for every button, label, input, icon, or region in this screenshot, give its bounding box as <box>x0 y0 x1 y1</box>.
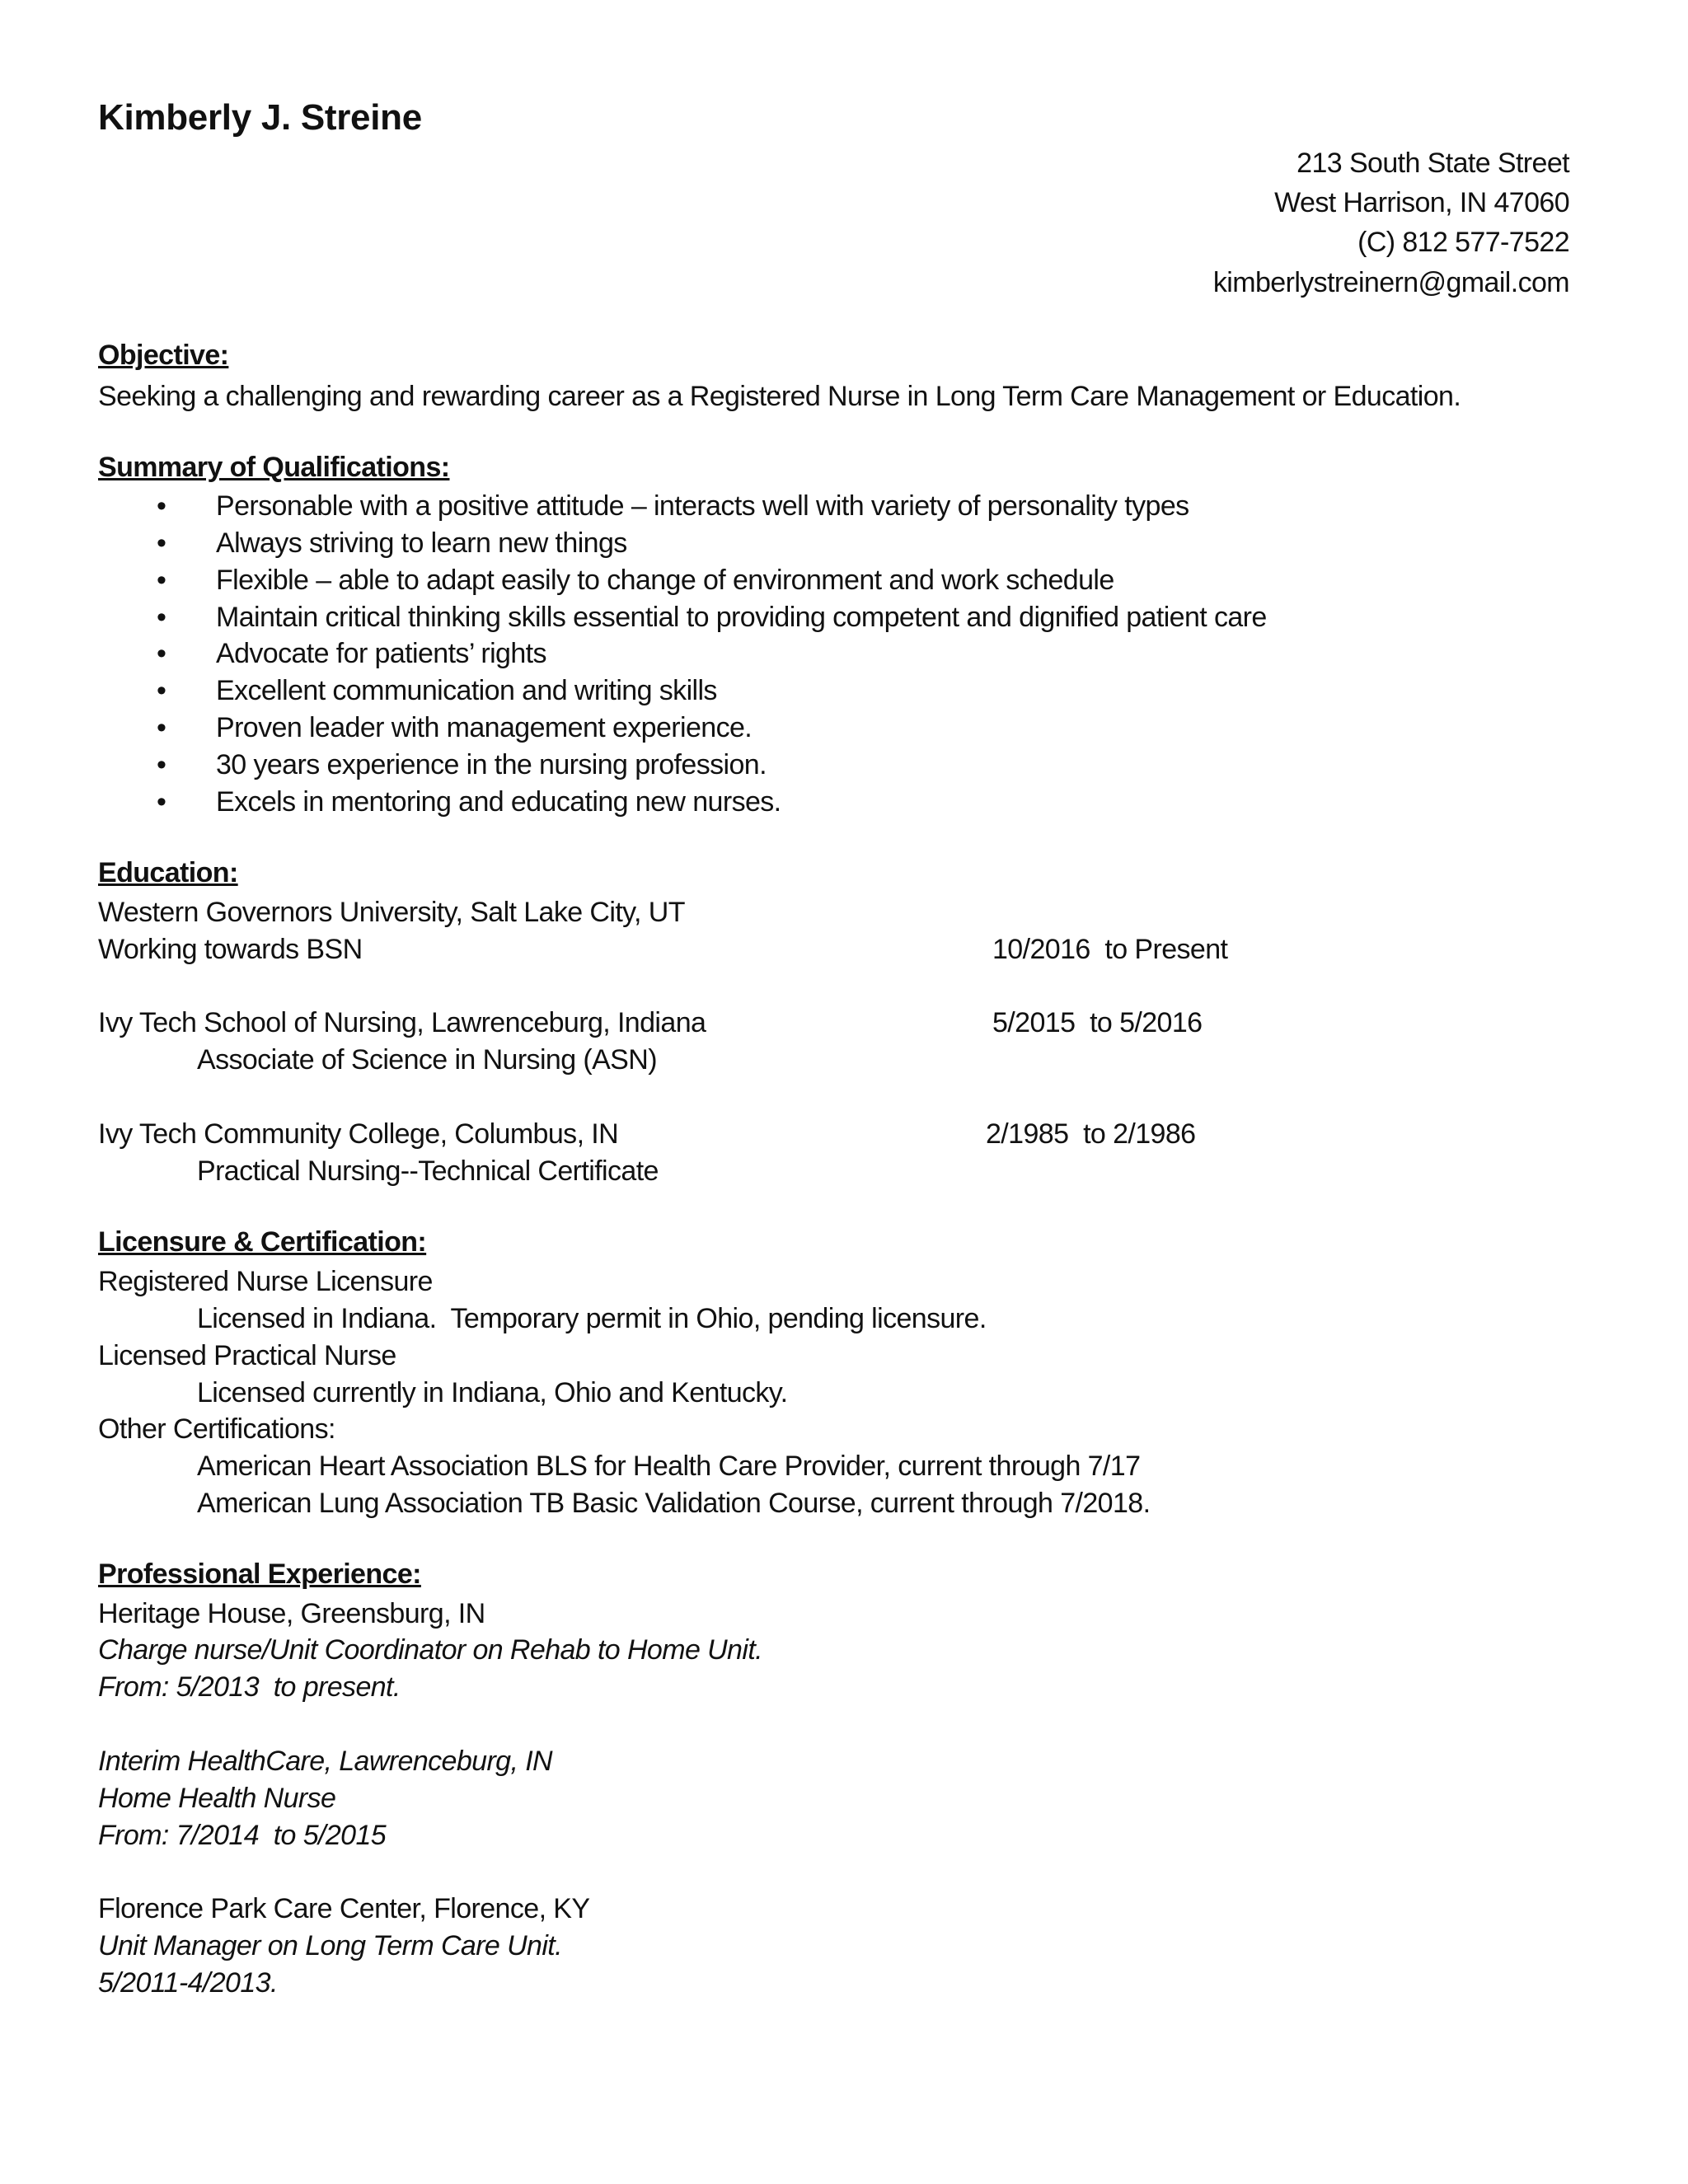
education-school: Western Governors University, Salt Lake City, UT <box>98 897 685 928</box>
qualification-item <box>157 747 767 783</box>
licensure-other: Other Certifications: <box>98 1413 335 1445</box>
bullet-icon: • <box>157 638 166 669</box>
candidate-name: Kimberly J. Streine <box>98 97 422 138</box>
job-role: Charge nurse/Unit Coordinator on Rehab to Home Unit. <box>98 1634 763 1666</box>
bullet-icon: • <box>157 527 166 559</box>
experience-heading: Professional Experience: <box>98 1558 421 1590</box>
objective-text: Seeking a challenging and rewarding career as a Registered Nurse in Long Term Care Management or Education. <box>98 381 1461 412</box>
qualification-item <box>157 599 1267 635</box>
education-school: Ivy Tech Community College, Columbus, IN <box>98 1118 619 1150</box>
qualification-item <box>157 635 546 672</box>
education-school: Ivy Tech School of Nursing, Lawrenceburg, Indiana <box>98 1007 706 1038</box>
qualification-text: Excellent communication and writing skills <box>216 675 717 706</box>
licensure-rn-detail: Licensed in Indiana. Temporary permit in Ohio, pending licensure. <box>197 1303 987 1334</box>
job-dates: From: 7/2014 to 5/2015 <box>98 1820 387 1851</box>
qualification-item <box>157 525 627 561</box>
job-employer: Florence Park Care Center, Florence, KY <box>98 1893 590 1924</box>
contact-email: kimberlystreinern@gmail.com <box>1212 267 1569 298</box>
bullet-icon: • <box>157 602 166 633</box>
qualification-text: Proven leader with management experience. <box>216 712 753 743</box>
job-role: Home Health Nurse <box>98 1783 336 1814</box>
qualification-text: Personable with a positive attitude – interacts well with variety of personality types <box>216 490 1189 522</box>
education-heading: Education: <box>98 857 238 888</box>
qualification-item <box>157 673 717 709</box>
qualification-item <box>157 784 781 820</box>
certification-item: American Heart Association BLS for Health Care Provider, current through 7/17 <box>197 1451 1141 1482</box>
bullet-icon: • <box>157 749 166 780</box>
contact-phone: (C) 812 577-7522 <box>1357 227 1569 258</box>
qualification-text: Excels in mentoring and educating new nurses. <box>216 786 781 818</box>
education-detail: Practical Nursing--Technical Certificate <box>197 1155 659 1187</box>
qualification-item <box>157 710 752 746</box>
job-role: Unit Manager on Long Term Care Unit. <box>98 1930 562 1961</box>
contact-city: West Harrison, IN 47060 <box>1274 187 1569 218</box>
bullet-icon: • <box>157 675 166 706</box>
education-dates: 5/2015 to 5/2016 <box>992 1007 1203 1038</box>
licensure-lpn-detail: Licensed currently in Indiana, Ohio and Kentucky. <box>197 1377 788 1408</box>
qualification-text: 30 years experience in the nursing profession. <box>216 749 767 780</box>
qualification-item <box>157 562 1114 598</box>
summary-heading: Summary of Qualifications: <box>98 452 450 483</box>
licensure-rn: Registered Nurse Licensure <box>98 1266 433 1297</box>
bullet-icon: • <box>157 565 166 596</box>
certification-item: American Lung Association TB Basic Validation Course, current through 7/2018. <box>197 1488 1151 1519</box>
objective-heading: Objective: <box>98 340 229 371</box>
qualification-text: Flexible – able to adapt easily to change of environment and work schedule <box>216 565 1114 596</box>
education-dates: 10/2016 to Present <box>992 934 1228 965</box>
education-dates: 2/1985 to 2/1986 <box>986 1118 1196 1150</box>
bullet-icon: • <box>157 712 166 743</box>
bullet-icon: • <box>157 786 166 818</box>
contact-street: 213 South State Street <box>1296 148 1569 179</box>
job-employer: Heritage House, Greensburg, IN <box>98 1598 485 1629</box>
qualification-text: Always striving to learn new things <box>216 527 627 559</box>
job-dates: From: 5/2013 to present. <box>98 1671 401 1703</box>
qualification-text: Maintain critical thinking skills essential to providing competent and dignified patient care <box>216 602 1267 633</box>
qualification-item <box>157 488 1189 524</box>
job-employer: Interim HealthCare, Lawrenceburg, IN <box>98 1746 552 1777</box>
bullet-icon: • <box>157 490 166 522</box>
licensure-lpn: Licensed Practical Nurse <box>98 1340 396 1371</box>
education-detail: Associate of Science in Nursing (ASN) <box>197 1044 657 1076</box>
education-detail: Working towards BSN <box>98 934 363 965</box>
licensure-heading: Licensure & Certification: <box>98 1226 427 1258</box>
qualification-text: Advocate for patients’ rights <box>216 638 546 669</box>
job-dates: 5/2011-4/2013. <box>98 1967 278 1999</box>
